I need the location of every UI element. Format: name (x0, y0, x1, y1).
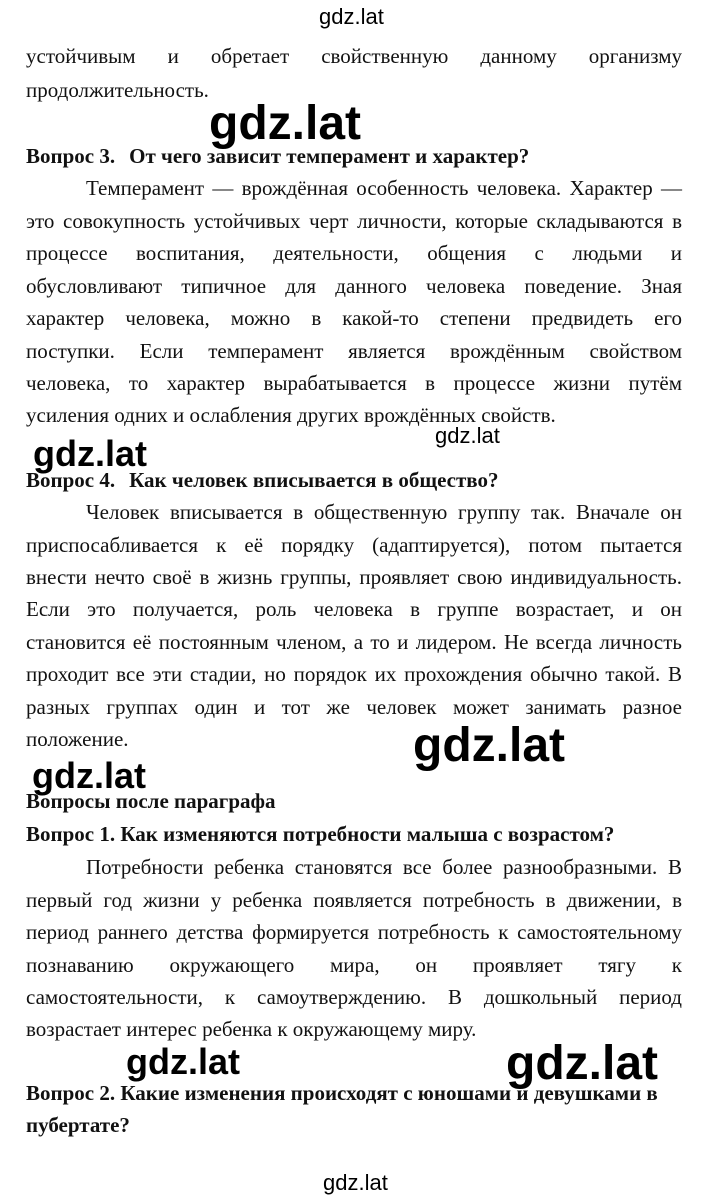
question-heading (26, 470, 499, 491)
body-text-line: Потребности ребенка становятся все более разнообразными. В (86, 855, 682, 879)
body-text-line: устойчивым и обретает свойственную данному организму (26, 44, 682, 68)
watermark: gdz.lat (126, 1041, 240, 1082)
body-text-line: это совокупность устойчивых черт личности, которые складываются в (26, 209, 682, 233)
question-title: От чего зависит темперамент и характер? (129, 144, 530, 168)
body-text-line: поступки. Если темперамент является врождённым свойством (26, 339, 682, 363)
body-text-line: процессе воспитания, деятельности, общения с людьми и (26, 241, 682, 265)
body-text-line: период раннего детства формируется потребность к самостоятельному (26, 920, 682, 944)
question-title: Как человек вписывается в общество? (129, 468, 499, 492)
watermark: gdz.lat (413, 719, 565, 772)
body-text-line: возрастает интерес ребенка к окружающему миру. (26, 1017, 477, 1041)
body-text-line: Темперамент — врождённая особенность человека. Характер — (86, 176, 682, 200)
body-text-line: внести нечто своё в жизнь группы, проявляет свою индивидуальность. (26, 565, 682, 589)
watermark: gdz.lat (32, 755, 146, 796)
question-heading-continuation: пубертате? (26, 1113, 130, 1137)
body-text-line: положение. (26, 727, 129, 751)
question-heading: Вопрос 1. Как изменяются потребности малыша с возрастом? (26, 822, 615, 846)
body-text-line: приспосабливается к её порядку (адаптируется), потом пытается (26, 533, 682, 557)
question-number: Вопрос 3. (26, 144, 116, 168)
body-text-line: усиления одних и ослабления других врождённых свойств. (26, 403, 556, 427)
body-text-line: продолжительность. (26, 78, 209, 102)
body-text-line: познаванию окружающего мира, он проявляет тягу к (26, 953, 682, 977)
body-text-line: проходит все эти стадии, но порядок их прохождения обычно такой. В (26, 662, 682, 686)
body-text-line: Человек вписывается в общественную группу так. Вначале он (86, 500, 682, 524)
watermark: gdz.lat (319, 4, 384, 29)
question-number: Вопрос 4. (26, 468, 116, 492)
body-text-line: первый год жизни у ребенка появляется потребность в движении, в (26, 888, 682, 912)
body-text-line: обусловливают типичное для данного человека поведение. Зная (26, 274, 682, 298)
body-text-line: становится её постоянным членом, а то и лидером. Не всегда личность (26, 630, 682, 654)
watermark: gdz.lat (33, 433, 147, 474)
watermark: gdz.lat (209, 97, 361, 150)
body-text-line: разных группах один и тот же человек может занимать разное (26, 695, 682, 719)
body-text-line: Если это получается, роль человека в группе возрастает, и он (26, 597, 682, 621)
section-heading: Вопросы после параграфа (26, 789, 276, 813)
question-heading: Вопрос 2. Какие изменения происходят с юношами и девушками в (26, 1081, 658, 1105)
body-text-line: самостоятельности, к самоутверждению. В дошкольный период (26, 985, 682, 1009)
watermark: gdz.lat (323, 1170, 388, 1195)
body-text-line: человека, то характер вырабатывается в процессе жизни путём (26, 371, 682, 395)
watermark: gdz.lat (506, 1037, 658, 1090)
question-heading (26, 146, 529, 167)
body-text-line: характер человека, можно в какой-то степени предвидеть его (26, 306, 682, 330)
watermark: gdz.lat (435, 423, 500, 448)
